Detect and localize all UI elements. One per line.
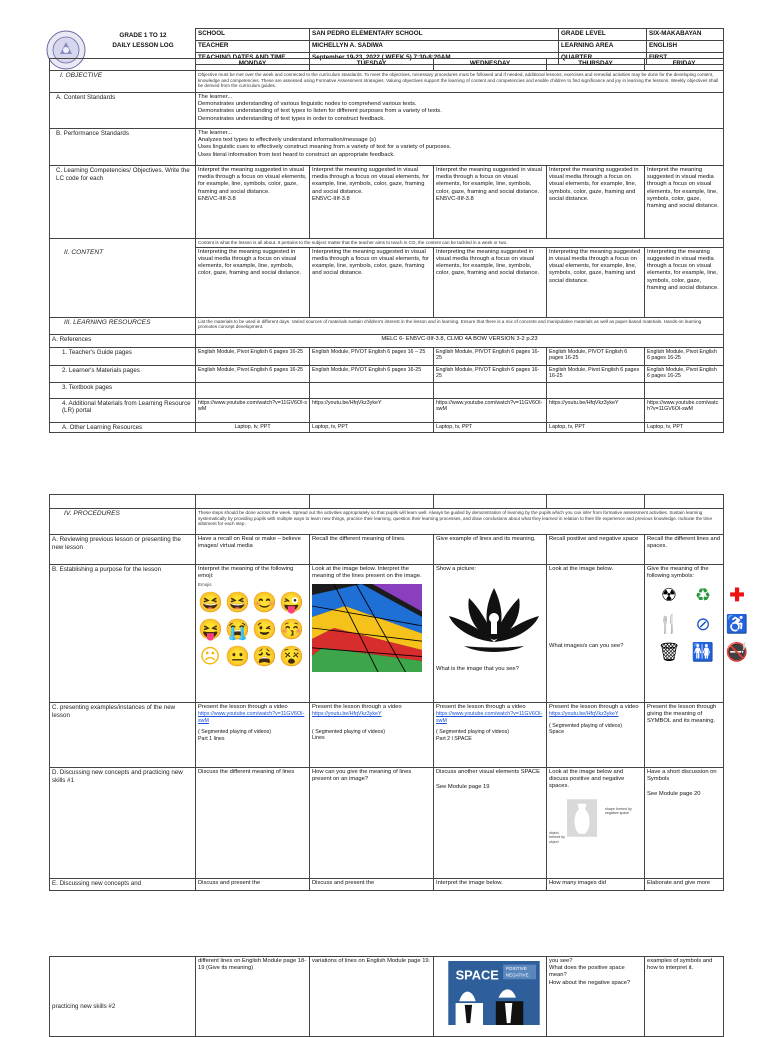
lr-friday[interactable]: https://www.youtube.com/watch?v=11GV6OI-swM [645,398,724,422]
lr-portal-label: 4. Additional Materials from Learning Resource (LR) portal [50,398,196,422]
day-wednesday: WEDNESDAY [434,59,547,71]
examples-wednesday-intro: Present the lesson through a video [436,704,526,710]
examples-tuesday-seg: ( Segmented playing of videos) [312,728,386,735]
examples-thursday-link[interactable]: https://youtu.be/HfqVkz3ykeY [549,711,619,718]
tired-emoji-icon: 😩 [252,646,277,669]
purpose-friday-text: Give the meaning of the following symbols: [647,566,709,580]
space-poster-image [444,961,544,1025]
grinning-emoji-icon: 😆 [225,592,250,615]
discussing-2-wednesday: Interpret the image below. [434,879,547,891]
resources-note: List the materials to be used in different days. Varied sources of materials sustain children's interest in the lesson and in learning. Ensure that there is a mix of concrete and manipulative materials as well as paper-based materials. Hands-on learning promotes concept development. [196,317,724,334]
no-smoking-icon: 🚭 [725,642,749,663]
happy-emoji-icon: 😉 [252,619,277,642]
neutral-emoji-icon: 😐 [225,646,250,669]
proc-blank-0 [50,495,196,509]
purpose-tuesday [310,565,434,703]
tb-thursday [547,382,645,398]
content-thursday: Interpreting the meaning suggested in visual media through a focus on visual elements, for example, line, symbols, color, gaze, framing and social distance. [547,247,645,317]
lr-wednesday[interactable]: https://www.youtube.com/watch?v=11GV6OI-swM [434,398,547,422]
vase-silhouette-image [567,793,597,843]
lr-monday[interactable]: https://www.youtube.com/watch?v=11GV6OI-swM [196,398,310,422]
lm-wednesday: English Module, PIVOT English 6 pages 16-25 [434,365,547,382]
emoji-grid [198,591,307,669]
examples-monday-link[interactable]: https://www.youtube.com/watch?v=11GV6OI-swM [198,711,305,724]
discussing-1-thursday [547,768,645,879]
discussing-2-monday: Discuss and present the [196,879,310,891]
examples-thursday-intro: Present the lesson through a video [549,704,639,710]
procedures-table [49,494,749,891]
lm-thursday: English Module, Pivot English 6 pages 16-25 [547,365,645,382]
area-value: ENGLISH [647,41,724,53]
objective-note: Objective must be met over the week and connected to the curriculum standards. To meet the objectives, necessary procedures must be followed and if needed, additional lessons, exercises and remedial activities may be done for the developing content, knowledge and competencies. These are assessed using Formative Assessment strategies. Valuing objectives support the learning of content and competencies and enable children to find significance and joy in learning the lessons. Weekly objectives shall be derived from the curriculum guides. [196,71,724,93]
purpose-friday [645,565,749,703]
examples-tuesday [310,703,434,768]
discussing-2-friday: Elaborate and give more [645,879,724,891]
school-value: SAN PEDRO ELEMENTARY SCHOOL [310,29,559,41]
discussing-2-thursday: How many images did [547,879,645,891]
practicing-2-tuesday: variations of lines on English Module page 19. [310,957,434,1037]
procedures-label: IV. PROCEDURES [50,509,196,535]
review-thursday: Recall positive and negative space [547,535,645,565]
discussing-1-wednesday-text-2: See Module page 19 [436,784,490,791]
examples-wednesday-seg: ( Segmented playing of videos) [436,729,510,736]
procedures-note: These steps should be done across the week. Spread out the activities appropriately so that pupils will learn well. Always be guided by demonstration of learning by the pupils which you can infer from formative assessment activities. Sustain learning systematically by providing pupils with multiple ways to learn new things, practice their learning, question their learning processes, and draw conclusions about what they learned in relation to their life experience and previous knowledge. Indicate the time allotment for each step. [196,509,724,535]
examples-thursday-seg: ( Segmented playing of videos) [549,722,623,729]
quarter-value: FIRST [647,53,724,65]
references-label: A. References [50,334,196,347]
tb-friday [645,382,724,398]
examples-friday: Present the lesson through giving the meaning of SYMBOL and its meaning. [645,703,724,768]
laughing-emoji-icon: 😆 [198,592,223,615]
discussing-1-friday-text-1: Have a short discussion on Symbols [647,769,717,783]
review-monday: Have a recall on Real or make – believe images/ virtual media [196,535,310,565]
lm-tuesday: English Module, PIVOT English 6 pages 16-25 [310,365,434,382]
lm-monday: English Module, Pivot English 6 pages 16-25 [196,365,310,382]
examples-monday [196,703,310,768]
area-label: LEARNING AREA [559,41,647,53]
other-friday: Laptop, tv, PPT [645,422,724,433]
space-negative: NEGATIVE [505,972,529,978]
resources-label: III. LEARNING RESOURCES [50,317,196,334]
purpose-thursday [547,565,645,703]
day-thursday: THURSDAY [547,59,645,71]
performance-standards-label: B. Performance Standards [50,129,196,166]
dizzy-emoji-icon: 😵 [279,646,304,669]
content-label: II. CONTENT [50,239,196,318]
tongue-emoji-icon: 😜 [279,592,304,615]
learners-materials-label: 2. Learner's Materials pages [50,365,196,382]
other-thursday: Laptop, tv, PPT [547,422,645,433]
blush-emoji-icon: 😚 [279,619,304,642]
performance-standards-text: The learner... Analyzes text types to effectively understand information/message (s) Uses linguistic cues to effectively construct meaning from a variety of text for a variety of purposes. Uses literal information from text heard to construct an appropriate feedback. [196,129,724,166]
day-monday: MONDAY [196,59,310,71]
lesson-table [49,58,724,433]
textbook-label: 3. Textbook pages [50,382,196,398]
discussing-2-tuesday: Discuss and present the [310,879,434,891]
purpose-tuesday-text: Look at the image below. Interpret the meaning of the lines present on the image. [312,566,422,580]
wink-emoji-icon: 😝 [198,619,223,642]
log-title-line-2: DAILY LESSON LOG [112,42,174,50]
lm-friday: English Module, Pivot English 6 pages 16-25 [645,365,724,382]
tg-thursday: English Module, PIVOT English 6 pages 16-25 [547,347,645,365]
proc-blank-5 [645,495,724,509]
smiling-emoji-icon: 😊 [252,592,277,615]
purpose-label: B. Establishing a purpose for the lesson [50,565,196,703]
fig-object-caption: object formed by object [549,830,565,844]
tb-tuesday [310,382,434,398]
dates-value: September 19-23, 2022 ( WEEK 5) 7:30-8:20AM [310,53,559,65]
grade-value: SIX-MAKABAYAN [647,29,724,41]
competency-monday: Interpret the meaning suggested in visual media through a focus on visual elements, for example, line, symbols, color, gaze, framing and social distance. EN5VC-IIIf-3.8 [196,166,310,239]
practicing-2-friday: examples of symbols and how to interpret it. [645,957,724,1037]
review-label: A. Reviewing previous lesson or presenting the new lesson [50,535,196,565]
grade-label: GRADE LEVEL [559,29,647,41]
sad-emoji-icon: ☹ [199,646,221,669]
references-value: MELC 6- EN5VC-IIIf-3.8, CLMD 4A BOW VERSION 3-2 p.23 [196,334,724,347]
discussing-2-label: E. Discussing new concepts and [50,879,196,891]
emoji-caption: Emojis [198,582,212,588]
quarter-label: QUARTER [559,53,647,65]
discussing-1-wednesday-text-1: Discuss another visual elements SPACE [436,769,540,775]
first-aid-icon: ✚ [729,585,745,606]
examples-tuesday-intro: Present the lesson through a video [312,704,402,710]
symbols-grid [655,584,749,664]
purpose-monday [196,565,310,703]
restroom-icon: 🚻 [691,642,715,663]
review-tuesday: Recall the different meaning of lines. [310,535,434,565]
content-wednesday: Interpreting the meaning suggested in visual media through a focus on visual elements, for example, line, symbols, color, gaze, framing and social distance. [434,247,547,317]
log-title [94,31,192,51]
school-label: SCHOOL [196,29,310,41]
review-friday: Recall the different lines and spaces. [645,535,724,565]
discussing-1-thursday-text: Look at the image below and discuss positive and negative spaces. [549,769,625,790]
wheelchair-icon: ♿ [725,613,749,634]
competencies-label: C. Learning Competencies/ Objectives. Write the LC code for each [50,166,196,239]
discussing-1-label: D. Discussing new concepts and practicing new skills #1 [50,768,196,879]
objective-label: I. OBJECTIVE [50,71,196,93]
lr-tuesday[interactable]: https://youtu.be/HfqVkz3ykeY [310,398,434,422]
practicing-2-thursday: you see? What does the positive space mean? How about the negative space? [547,957,645,1037]
practicing-2-label: practicing new skills #2 [50,957,196,1037]
competency-friday: Interpret the meaning suggested in visual media through a focus on visual elements, for example, line, symbols, color, gaze, framing and social distance. [645,166,724,239]
review-wednesday: Give example of lines and its meaning. [434,535,547,565]
examples-tuesday-link[interactable]: https://youtu.be/HfqVkz3ykeY [312,711,382,718]
day-tuesday: TUESDAY [310,59,434,71]
proc-blank-1 [196,495,310,509]
radiation-icon: ☢ [660,585,678,606]
content-friday: Interpreting the meaning suggested in visual media through a focus on visual elements, for example, line, symbols, color, gaze, framing and social distance. [645,247,724,317]
recycle-icon: ♻ [694,585,712,606]
day-header-blank [50,59,196,71]
proc-blank-2 [310,495,434,509]
competency-tuesday: Interpret the meaning suggested in visual media through a focus on visual elements, for example, line, symbols, color, gaze, framing and social distance. EN5VC-IIIf-3.8 [310,166,434,239]
examples-label: C. presenting examples/instances of the new lesson [50,703,196,768]
purpose-wednesday-text-1: Show a picture: [436,566,476,572]
examples-wednesday [434,703,547,768]
positive-negative-figure [549,793,639,845]
fig-negative-caption: shape formed by negative space [605,806,632,816]
discussing-1-monday: Discuss the different meaning of lines [196,768,310,879]
practicing-2-monday: different lines on English Module page 18-19 (Give its meaning) [196,957,310,1037]
tg-wednesday: English Module, PIVOT English 6 pages 16-25 [434,347,547,365]
no-phone-icon: ⊘ [695,613,711,634]
continuation-table [49,956,724,1037]
tb-monday [196,382,310,398]
examples-thursday-part: Space [549,729,565,736]
discussing-1-friday [645,768,724,879]
purpose-thursday-text-2: What images/s can you see? [549,643,624,650]
examples-wednesday-link[interactable]: https://www.youtube.com/watch?v=11GV6OI-swM [436,711,543,724]
competency-thursday: Interpret the meaning suggested in visual media through a focus on visual elements, for example, line, symbols, color, gaze, framing and social distance. [547,166,645,239]
space-title: SPACE [455,967,499,983]
examples-wednesday-part: Part 2 l SPACE [436,736,472,743]
teachers-guide-label: 1. Teacher's Guide pages [50,347,196,365]
competency-wednesday: Interpret the meaning suggested in visual media through a focus on visual elements, for example, line, symbols, color, gaze, framing and social distance. EN5VC-IIIf-3.8 [434,166,547,239]
teacher-value: MICHELLYN A. SADIWA [310,41,559,53]
thursday-image-space [549,573,642,643]
examples-monday-part: Part 1 lines [198,736,225,743]
space-positive: POSITIVE [505,966,527,972]
content-note: Content is what the lesson is all about. It pertains to the subject matter that the teacher aims to teach in CG, the content can be tackled in a week or two. [196,239,724,248]
purpose-thursday-text-1: Look at the image below. [549,566,614,572]
discussing-1-tuesday: How can you give the meaning of lines present on an image? [310,768,434,879]
proc-blank-3 [434,495,547,509]
content-monday: Interpreting the meaning suggested in visual media through a focus on visual elements, for example, line, symbols, color, gaze, framing and social distance. [196,247,310,317]
examples-monday-seg: ( Segmented playing of videos) [198,729,272,736]
other-monday: Laptop, tv, PPT [196,422,310,433]
lr-thursday[interactable]: https://youtu.be/HfqVkz3ykeY [547,398,645,422]
other-wednesday: Laptop, tv, PPT [434,422,547,433]
proc-blank-4 [547,495,645,509]
log-title-line-1: GRADE 1 TO 12 [119,32,167,39]
examples-thursday [547,703,645,768]
examples-tuesday-part: Lines [312,735,325,742]
content-standards-text: The learner... Demonstrates understanding of various linguistic nodes to comprehend various texts. Demonstrates understanding of text types to listen for different purposes from a variety of texts. Demonstrates understanding of text types in order to construct feedback. [196,93,724,129]
day-friday: FRIDAY [645,59,724,71]
examples-monday-intro: Present the lesson through a video [198,704,288,710]
tb-wednesday [434,382,547,398]
content-standards-label: A. Content Standards [50,93,196,129]
dates-label: TEACHING DATES AND TIME [196,53,310,65]
lotus-image [444,577,544,659]
purpose-wednesday [434,565,547,703]
discussing-1-friday-text-2: See Module page 20 [647,791,701,798]
restaurant-icon: 🍴 [657,613,681,634]
purpose-wednesday-text-2: What is the image that you see? [436,666,519,673]
content-tuesday: Interpreting the meaning suggested in visual media through a focus on visual elements, for example, line, symbols, color, gaze, framing and social distance. [310,247,434,317]
teacher-label: TEACHER [196,41,310,53]
tg-friday: English Module, Pivot English 6 pages 16-25 [645,347,724,365]
discussing-1-wednesday [434,768,547,879]
tg-monday: English Module, Pivot English 6 pages 16-25 [196,347,310,365]
tg-tuesday: English Module, PIVOT English 6 pages 16 – 25 [310,347,434,365]
crying-emoji-icon: 😭 [225,619,250,642]
other-resources-label: A. Other Learning Resources [50,422,196,433]
colorful-lines-image [312,582,422,674]
purpose-monday-text: Interpret the meaning of the following emoji: [198,566,294,580]
other-tuesday: Laptop, tv, PPT [310,422,434,433]
practicing-2-wednesday [434,957,547,1037]
trash-icon: 🗑 [657,642,681,663]
